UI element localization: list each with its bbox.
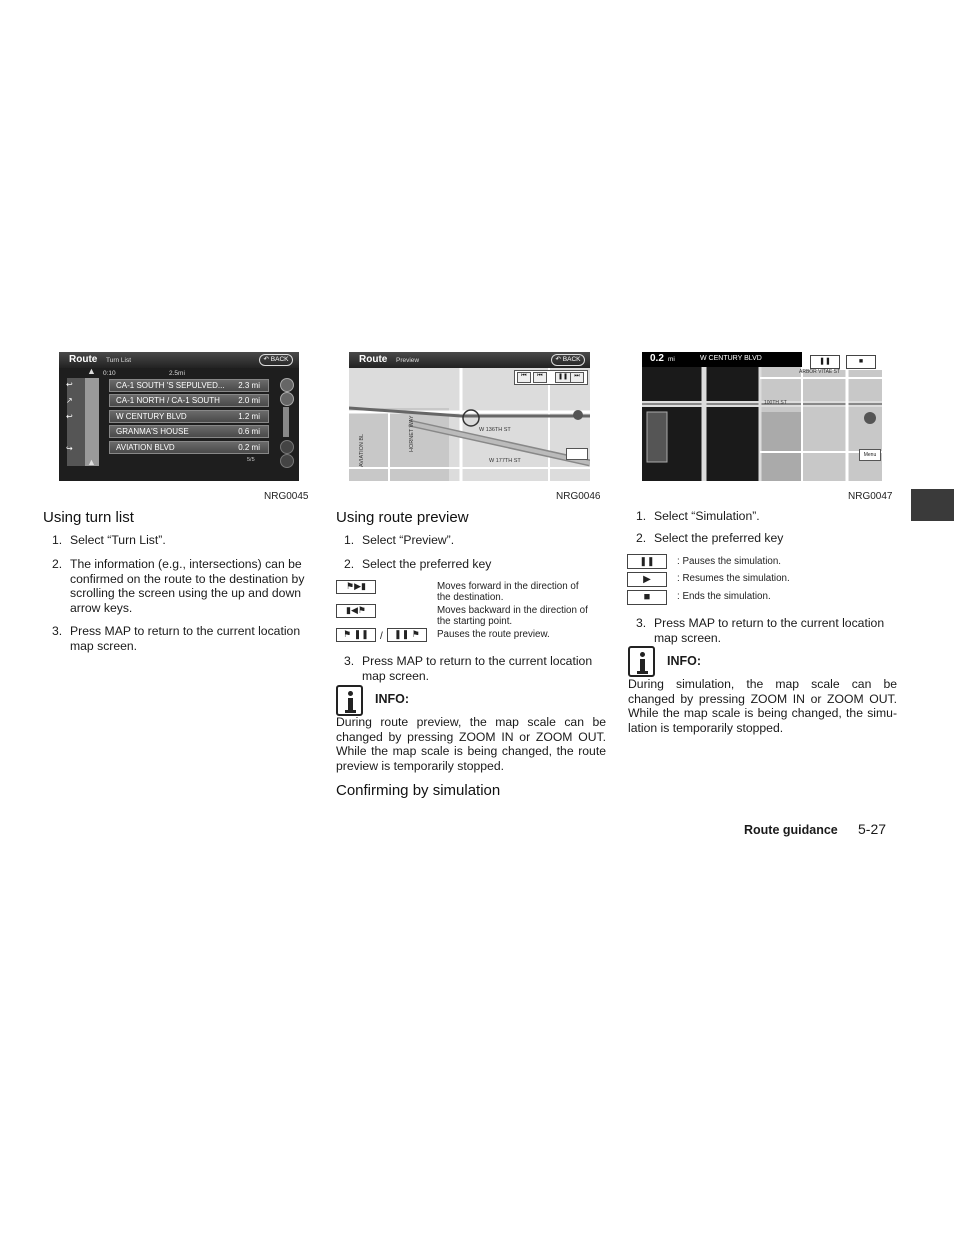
row-label: CA-1 SOUTH 'S SEPULVED...: [116, 381, 225, 390]
screen-subtitle: Turn List: [106, 357, 132, 364]
page-number: 5-27: [858, 821, 887, 837]
figure-caption: NRG0047: [848, 491, 893, 502]
key-description: Moves backward in the direction of the starting point.: [437, 605, 588, 628]
simulation-screenshot: [642, 352, 882, 481]
list-number: 1.: [52, 533, 63, 547]
row-label: W CENTURY BLVD: [116, 412, 187, 421]
street-label: HORNET WAY: [409, 415, 415, 452]
list-item: [52, 557, 314, 617]
list-number: 3.: [52, 624, 63, 638]
simulation-map: [642, 352, 882, 481]
list-text: map screen.: [362, 668, 430, 683]
list-number: 1.: [344, 533, 355, 547]
info-label: INFO:: [375, 692, 410, 706]
list-text: Select “Turn List”.: [70, 533, 166, 547]
back-button[interactable]: ↶ BACK: [259, 354, 293, 366]
scroll-track[interactable]: [85, 378, 99, 466]
turn-icon: ↗: [66, 396, 73, 405]
street-label: W 136TH ST: [479, 427, 511, 433]
pause-backward-key-icon: ❚❚ ⚑: [387, 628, 427, 642]
map-scale-unit: mi: [668, 356, 675, 363]
list-item: [636, 616, 898, 646]
section-heading: Using turn list: [43, 509, 134, 526]
row-distance: 2.0 mi: [238, 396, 260, 405]
menu-button[interactable]: Menu: [859, 449, 881, 461]
list-text: Press MAP to return to the current location: [654, 616, 885, 630]
street-label: AVIATION BL: [359, 433, 365, 467]
info-icon: [628, 646, 655, 677]
list-text: Select the preferred key: [654, 531, 784, 545]
list-text: map screen.: [654, 630, 722, 645]
pause-forward-key-icon: ⚑ ❚❚: [336, 628, 376, 642]
turn-icon: ↪: [66, 444, 73, 453]
vehicle-arrow-icon: ▲: [87, 457, 96, 467]
fast-forward-button[interactable]: ⏭: [570, 372, 584, 383]
list-number: 3.: [636, 616, 647, 630]
list-number: 2.: [636, 531, 647, 545]
pause-icon: ❚❚: [627, 554, 667, 569]
screen-title: Route: [359, 354, 388, 365]
route-preview-screenshot: [349, 352, 590, 481]
screen-subtitle: Preview: [396, 357, 420, 364]
play-icon: ▶: [627, 572, 667, 587]
pause-button[interactable]: ❚❚: [810, 355, 840, 369]
skip-back-button[interactable]: ⏮: [517, 372, 531, 383]
turn-list-screenshot: [59, 352, 299, 481]
list-text: The information (e.g., intersections) can be: [70, 557, 302, 571]
row-label: GRANMA'S HOUSE: [116, 427, 189, 436]
fast-back-button[interactable]: ⏮: [533, 372, 547, 383]
list-text: confirmed on the route to the destination by: [70, 571, 305, 586]
info-icon: [336, 685, 363, 716]
row-label: CA-1 NORTH / CA-1 SOUTH: [116, 396, 220, 405]
row-label: AVIATION BLVD: [116, 443, 175, 452]
list-text: Select “Simulation”.: [654, 509, 760, 523]
chapter-tab: [911, 489, 954, 521]
info-paragraph: During route preview, the map scale can be changed by pressing ZOOM IN or ZOOM OUT. While the map scale is being changed, the route preview is temporarily stopped.: [336, 715, 606, 773]
list-number: 2.: [52, 557, 63, 571]
figure-caption: NRG0045: [264, 491, 309, 502]
list-item: [344, 654, 606, 684]
info-paragraph: During simulation, the map scale can be changed by pressing ZOOM IN or ZOOM OUT. While the map scale is being changed, the simu- lation is temporarily stopped.: [628, 677, 897, 735]
list-text: Select “Preview”.: [362, 533, 455, 547]
row-distance: 0.6 mi: [238, 427, 260, 436]
turn-list-row[interactable]: [109, 441, 269, 454]
row-distance: 2.3 mi: [238, 381, 260, 390]
street-label: 100TH ST: [764, 400, 787, 406]
list-item: [52, 624, 314, 654]
key-separator: /: [380, 631, 383, 642]
list-number: 2.: [344, 557, 355, 571]
scroll-bottom-button[interactable]: [280, 454, 294, 468]
key-description: : Resumes the simulation.: [677, 573, 790, 584]
turn-list-row[interactable]: [109, 425, 269, 438]
screen-title: Route: [69, 354, 98, 365]
list-text: arrow keys.: [70, 600, 133, 615]
info-button[interactable]: [566, 448, 588, 460]
row-distance: 1.2 mi: [238, 412, 260, 421]
stop-icon: ■: [627, 590, 667, 605]
backward-key-icon: ▮◀⚑: [336, 604, 376, 618]
scroll-up-button[interactable]: [280, 392, 294, 406]
key-description: Pauses the route preview.: [437, 629, 550, 640]
current-street: W CENTURY BLVD: [700, 355, 762, 362]
up-arrow-icon[interactable]: ▲: [87, 366, 96, 376]
list-number: 3.: [344, 654, 355, 668]
footer-section: Route guidance: [744, 823, 838, 837]
key-description: : Pauses the simulation.: [677, 556, 782, 567]
list-text: Press MAP to return to the current location: [362, 654, 593, 668]
forward-key-icon: ⚑▶▮: [336, 580, 376, 594]
list-text: Select the preferred key: [362, 557, 492, 571]
info-label: INFO:: [667, 654, 702, 668]
back-button[interactable]: ↶ BACK: [551, 354, 585, 366]
turn-icon: ↩: [66, 412, 73, 421]
turn-list-row[interactable]: [109, 394, 269, 407]
figure-caption: NRG0046: [556, 491, 601, 502]
section-heading: Confirming by simulation: [336, 782, 501, 799]
turn-list-row[interactable]: [109, 410, 269, 423]
route-distance: 2.5mi: [169, 370, 185, 377]
page-indicator: 5/5: [247, 457, 255, 463]
turn-icon: ↩: [66, 380, 73, 389]
list-text: Press MAP to return to the current location: [70, 624, 301, 638]
list-text: map screen.: [70, 638, 138, 653]
scroll-down-button[interactable]: [280, 440, 294, 454]
row-distance: 0.2 mi: [238, 443, 260, 452]
map-scale: 0.2: [650, 353, 664, 364]
section-heading: Using route preview: [336, 509, 469, 526]
scroll-top-button[interactable]: [280, 378, 294, 392]
pause-button[interactable]: ❚❚: [555, 372, 571, 383]
route-time: 0:10: [103, 370, 116, 377]
street-label: W 177TH ST: [489, 458, 521, 464]
key-description: Moves forward in the direction of the destination.: [437, 581, 579, 604]
list-number: 1.: [636, 509, 647, 523]
scroll-bar[interactable]: [283, 407, 289, 437]
list-text: scrolling the screen using the up and down: [70, 586, 302, 601]
turn-list-row[interactable]: [109, 379, 269, 392]
key-description: : Ends the simulation.: [677, 591, 771, 602]
street-label: ARBOR VITAE ST: [799, 369, 841, 375]
stop-button[interactable]: ■: [846, 355, 876, 369]
